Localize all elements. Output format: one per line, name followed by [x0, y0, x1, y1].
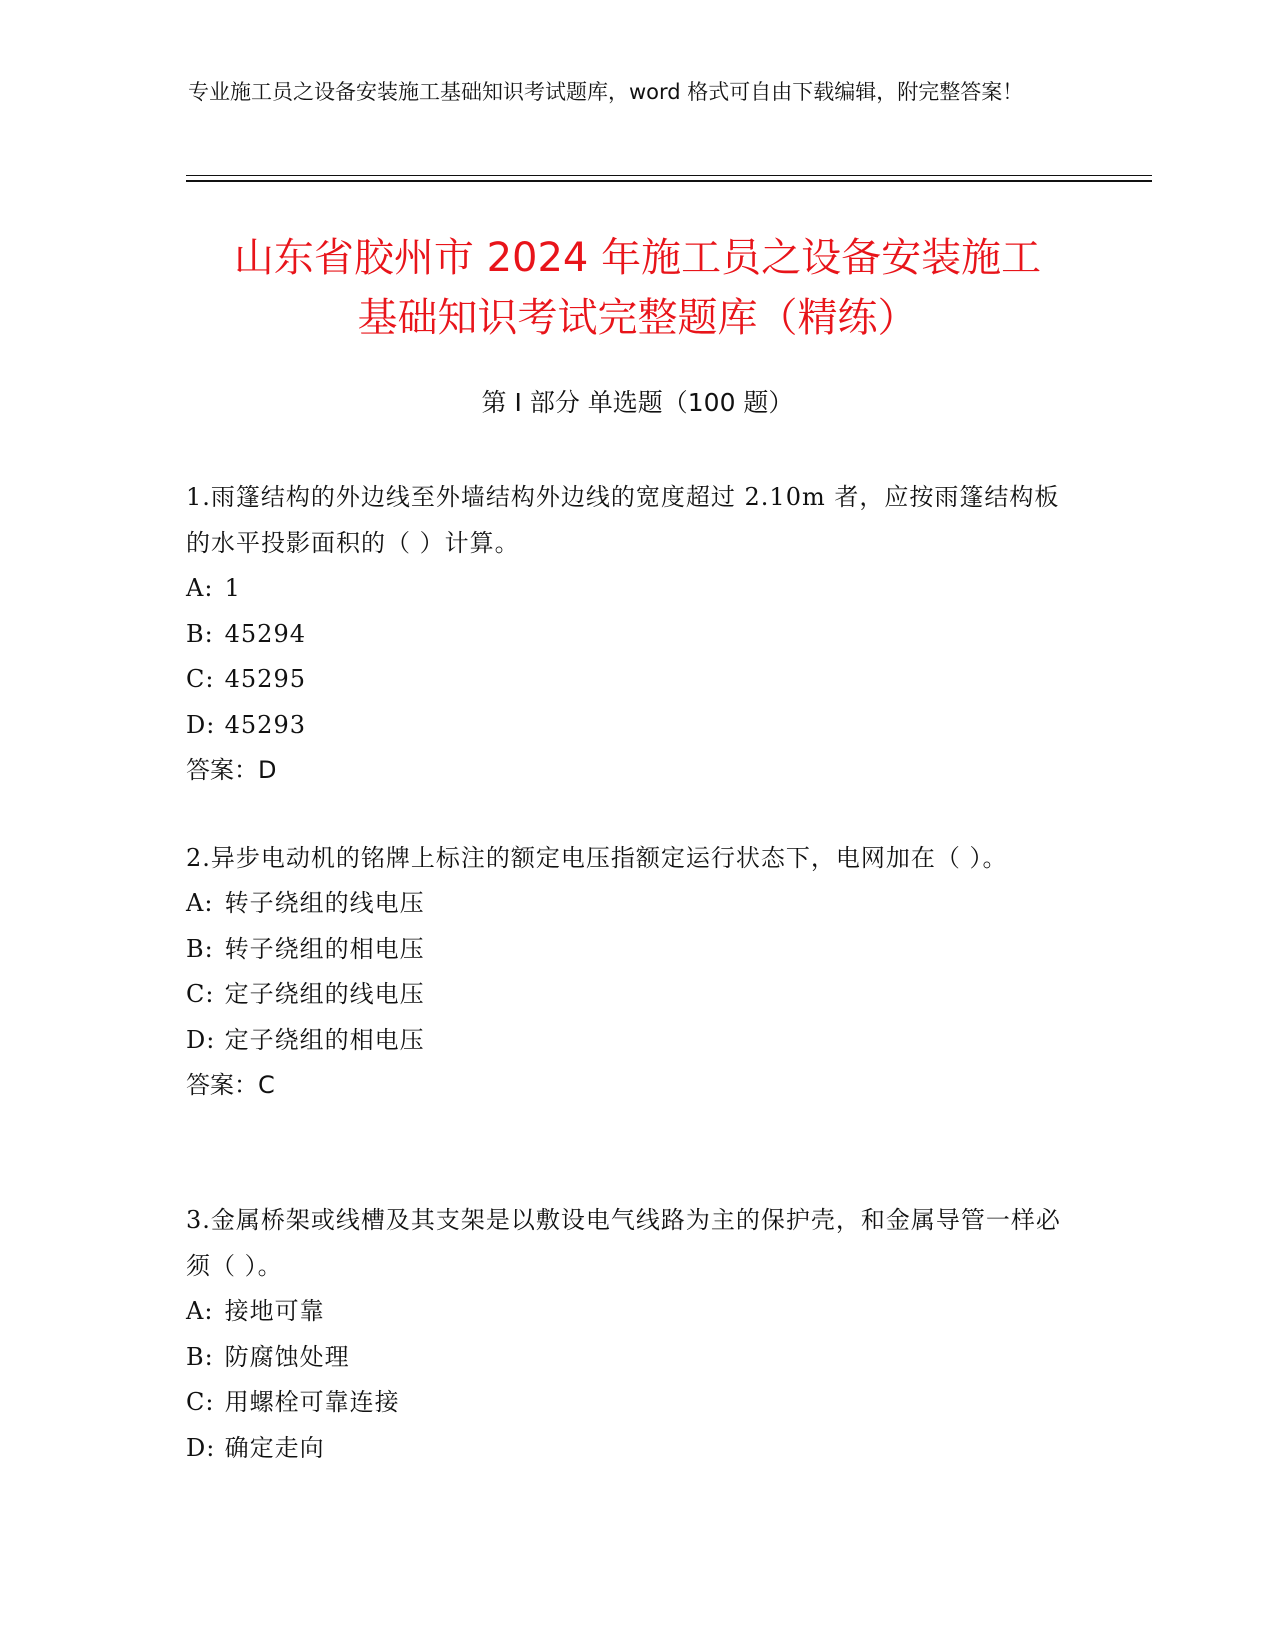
- option-text: 定子绕组的相电压: [224, 1025, 425, 1054]
- option-text: 定子绕组的线电压: [224, 980, 425, 1008]
- option-c: [186, 657, 1066, 703]
- option-letter: C:: [186, 980, 215, 1008]
- option-text: 确定走向: [224, 1433, 325, 1462]
- option-d: [186, 1018, 1066, 1064]
- option-d: [186, 703, 1066, 749]
- option-d: [186, 1426, 1066, 1472]
- option-letter: A:: [186, 1297, 214, 1325]
- option-a: [186, 566, 1066, 612]
- option-letter: B:: [186, 934, 214, 963]
- option-text: 接地可靠: [224, 1297, 325, 1325]
- option-c: [186, 1380, 1066, 1426]
- answer-line: 答案：C: [186, 1071, 275, 1099]
- option-b: [186, 612, 1066, 658]
- option-text: 防腐蚀处理: [224, 1342, 350, 1371]
- option-text: 45295: [224, 665, 306, 693]
- option-a: [186, 881, 1066, 927]
- option-letter: B:: [186, 619, 214, 648]
- option-text: 45294: [224, 619, 306, 648]
- option-b: [186, 1335, 1066, 1381]
- option-letter: D:: [186, 1025, 216, 1054]
- option-letter: C:: [186, 1388, 215, 1416]
- option-text: 转子绕组的相电压: [224, 934, 425, 963]
- option-text: 1: [224, 574, 241, 602]
- question-stem: 2.异步电动机的铭牌上标注的额定电压指额定运行状态下，电网加在（ ）。: [186, 844, 1008, 872]
- header-rule-thin: [186, 175, 1152, 176]
- option-letter: B:: [186, 1342, 214, 1371]
- option-text: 转子绕组的线电压: [224, 889, 425, 917]
- document-title-line1: 山东省胶州市 2024 年施工员之设备安装施工: [233, 235, 1042, 281]
- option-letter: C:: [186, 665, 215, 693]
- option-letter: D:: [186, 1433, 216, 1462]
- answer-line: 答案：D: [186, 756, 277, 784]
- option-letter: A:: [186, 889, 214, 917]
- document-title-line2: 基础知识考试完整题库（精练）: [357, 295, 918, 341]
- question-1: [186, 474, 1066, 793]
- section-title: 第 I 部分 单选题（100 题）: [481, 388, 794, 417]
- question-stem: 1.雨篷结构的外边线至外墙结构外边线的宽度超过 2.10m 者，应按雨篷结构板的水平投影面积的（ ）计算。: [186, 483, 1060, 557]
- question-stem: 3.金属桥架或线槽及其支架是以敷设电气线路为主的保护壳，和金属导管一样必须（ ）。: [186, 1206, 1061, 1280]
- option-letter: D:: [186, 710, 216, 739]
- document-title: [140, 228, 1135, 348]
- option-text: 45293: [224, 710, 306, 739]
- header-note: 专业施工员之设备安装施工基础知识考试题库，word 格式可自由下载编辑，附完整答案！: [188, 80, 1024, 104]
- option-c: [186, 972, 1066, 1018]
- option-a: [186, 1289, 1066, 1335]
- option-b: [186, 927, 1066, 973]
- header-rule-thick: [186, 180, 1152, 182]
- option-text: 用螺栓可靠连接: [224, 1388, 400, 1416]
- question-2: [186, 835, 1066, 1108]
- question-3: [186, 1197, 1066, 1471]
- option-letter: A:: [186, 574, 214, 602]
